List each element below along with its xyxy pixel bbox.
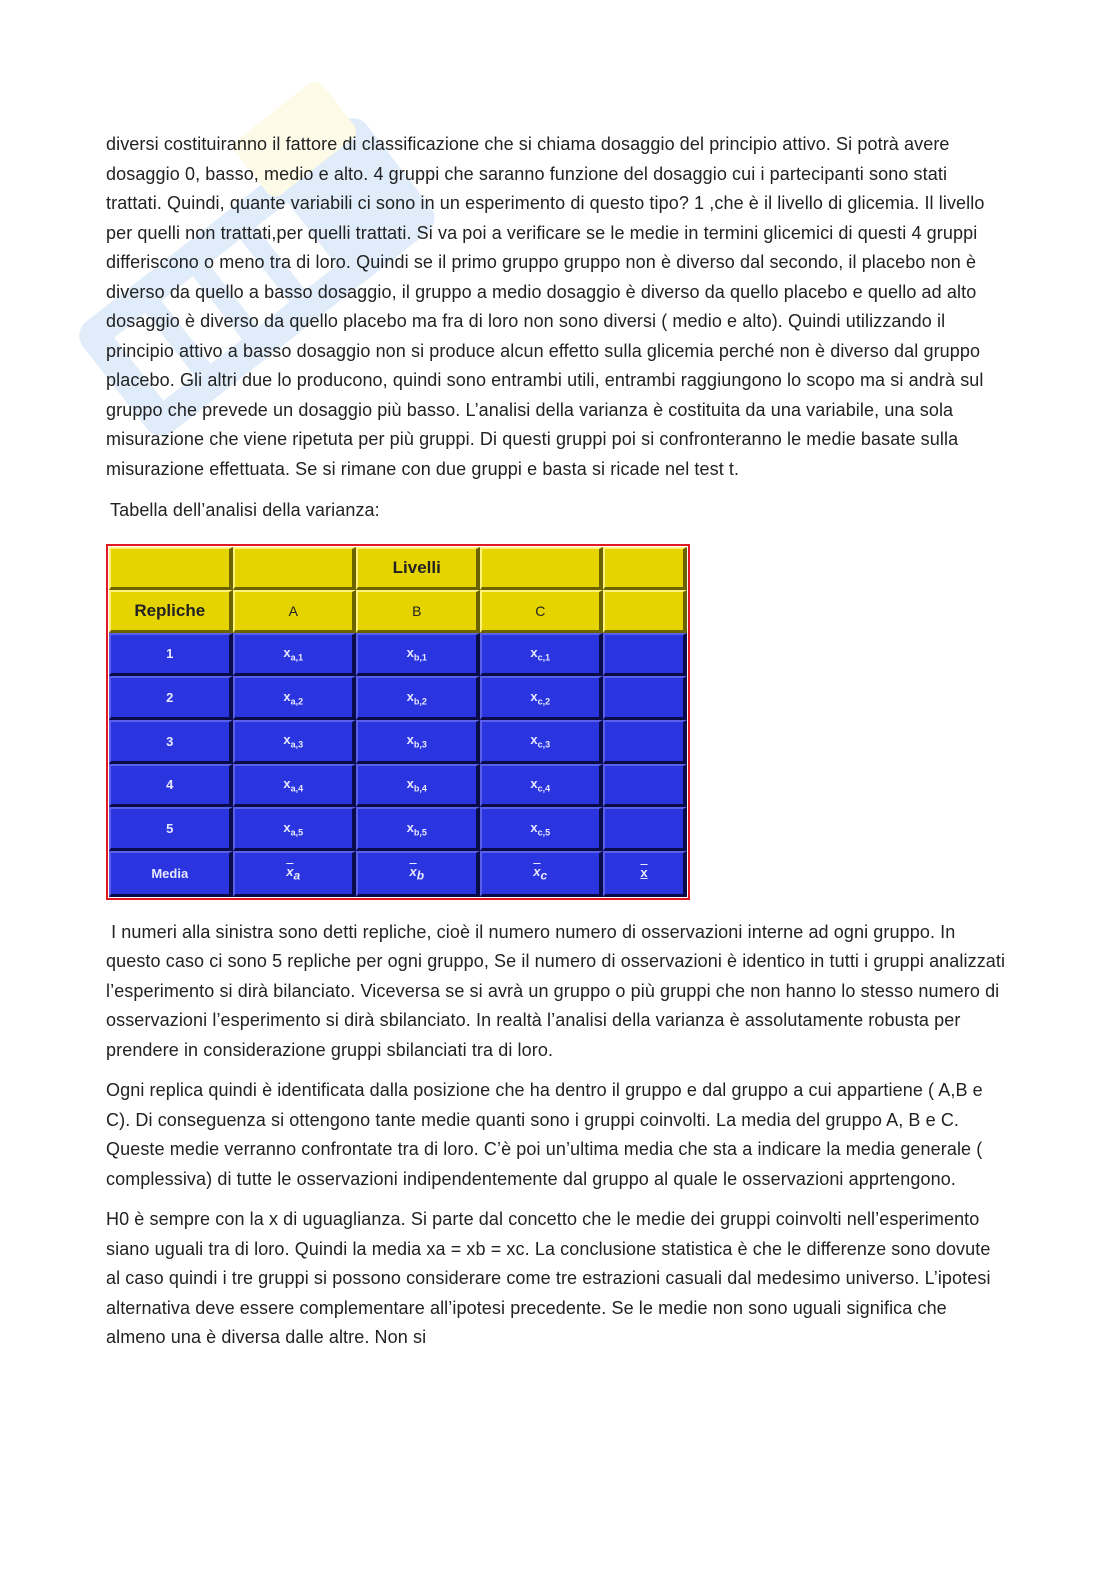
header-empty-cell (233, 547, 357, 590)
column-header-b: B (356, 590, 480, 633)
header-empty-cell (603, 547, 687, 590)
table-caption: Tabella dell’analisi della varianza: (110, 500, 380, 520)
table-cell-empty (603, 676, 687, 720)
replicate-label: 2 (109, 676, 233, 720)
document-body (106, 130, 1006, 1364)
column-header-c: C (480, 590, 604, 633)
table-cell: $x_{b,3}$ (356, 720, 480, 764)
table-cell: $x_{c,1}$ (480, 633, 604, 677)
replicate-label: 3 (109, 720, 233, 764)
header-empty-cell (603, 590, 687, 633)
table-cell: $x_{b,1}$ (356, 633, 480, 677)
mean-cell-a: $\overline{x}_a$ (233, 851, 357, 897)
table-row (109, 676, 687, 720)
table-row (109, 807, 687, 851)
table-row (109, 764, 687, 808)
table-cell: $x_{a,1}$ (233, 633, 357, 677)
table-cell: $x_{c,3}$ (480, 720, 604, 764)
table-cell: $x_{a,3}$ (233, 720, 357, 764)
table-cell: $x_{c,5}$ (480, 807, 604, 851)
paragraph-hypothesis: H0 è sempre con la x di uguaglianza. Si parte dal concetto che le medie dei gruppi coinvolti nell’esperimento siano uguali tra di loro. Quindi la media xa = xb = xc. La conclusione statistica è che le differenze sono dovute al caso quindi i tre gruppi si possono considerare come tre estrazioni casuali dal medesimo universo. L’ipotesi alternativa deve essere complementare all’ipotesi precedente. Se le medie non sono uguali significa che almeno una è diversa dalle altre. Non si (106, 1209, 991, 1347)
grand-mean-cell: x (603, 851, 687, 897)
table-cell: $x_{a,4}$ (233, 764, 357, 808)
replicate-label: 5 (109, 807, 233, 851)
table-header-row-1 (109, 547, 687, 590)
table-cell-empty (603, 633, 687, 677)
table-row-mean (109, 851, 687, 897)
table-cell: $x_{c,2}$ (480, 676, 604, 720)
table-cell: $x_{a,2}$ (233, 676, 357, 720)
header-empty-cell (480, 547, 604, 590)
paragraph-replicates: I numeri alla sinistra sono detti repliche, cioè il numero numero di osservazioni interne ad ogni gruppo. In questo caso ci sono 5 repliche per ogni gruppo, Se il numero di osservazioni è identico in tutti i gruppi analizzati l’esperimento si dirà bilanciato. Viceversa se si avrà un gruppo o più gruppi che non hanno lo stesso numero di osservazioni l’esperimento si dirà sbilanciato. In realtà l’analisi della varianza è assolutamente robusta per prendere in considerazione gruppi sbilanciati tra di loro. (106, 921, 1006, 1060)
table-cell: $x_{b,2}$ (356, 676, 480, 720)
table-cell-empty (603, 764, 687, 808)
header-empty-cell (109, 547, 233, 590)
paragraph-groups: Ogni replica quindi è identificata dalla posizione che ha dentro il gruppo e dal gruppo a cui appartiene ( A,B e C). Di conseguenza si ottengono tante medie quanti sono i gruppi coinvolti. La media del gruppo A, B e C. Queste medie verranno confrontate tra di loro. C’è poi un’ultima media che sta a indicare la media generale ( complessiva) di tutte le osservazioni indipendentemente dal gruppo al quale le osservazioni apprtengono. (106, 1080, 983, 1189)
replicate-label: 1 (109, 633, 233, 677)
table-header-row-2 (109, 590, 687, 633)
header-replicates: Repliche (109, 590, 233, 633)
mean-cell-b: $\overline{x}_b$ (356, 851, 480, 897)
paragraph-intro: diversi costituiranno il fattore di classificazione che si chiama dosaggio del principio attivo. Si potrà avere dosaggio 0, basso, medio e alto. 4 gruppi che saranno funzione del dosaggio cui i partecipanti sono stati trattati. Quindi, quante variabili ci sono in un esperimento di questo tipo? 1 ,che è il livello di glicemia. Il livello per quelli non trattati,per quelli trattati. Si va poi a verificare se le medie in termini glicemici di questi 4 gruppi differiscono o meno tra di loro. Quindi se il primo gruppo gruppo non è diverso dal secondo, il placebo non è diverso da quello a basso dosaggio, il gruppo a medio dosaggio è diverso da quello placebo e quello ad alto dosaggio è diverso da quello placebo ma fra di loro non sono diversi ( medio e alto). Quindi utilizzando il principio attivo a basso dosaggio non si produce alcun effetto sulla glicemia perché non è diverso dal gruppo placebo. Gli altri due lo producono, quindi sono entrambi utili, entrambi raggiungono lo scopo ma si andrà sul gruppo che prevede un dosaggio più basso. L’analisi della varianza è costituita da una variabile, una sola misurazione che viene ripetuta per più gruppi. Di questi gruppi poi si confronteranno le medie basate sulla misurazione effettuata. Se si rimane con due gruppi e basta si ricade nel test t. (106, 134, 985, 479)
table-row (109, 633, 687, 677)
anova-table-frame (106, 544, 690, 900)
table-cell-empty (603, 720, 687, 764)
replicate-label: 4 (109, 764, 233, 808)
table-cell: $x_{b,5}$ (356, 807, 480, 851)
table-cell-empty (603, 807, 687, 851)
table-cell: $x_{c,4}$ (480, 764, 604, 808)
column-header-a: A (233, 590, 357, 633)
mean-cell-c: $\overline{x}_c$ (480, 851, 604, 897)
table-cell: $x_{a,5}$ (233, 807, 357, 851)
anova-table (109, 547, 687, 897)
header-levels: Livelli (356, 547, 480, 590)
mean-label: Media (109, 851, 233, 897)
table-row (109, 720, 687, 764)
table-cell: $x_{b,4}$ (356, 764, 480, 808)
